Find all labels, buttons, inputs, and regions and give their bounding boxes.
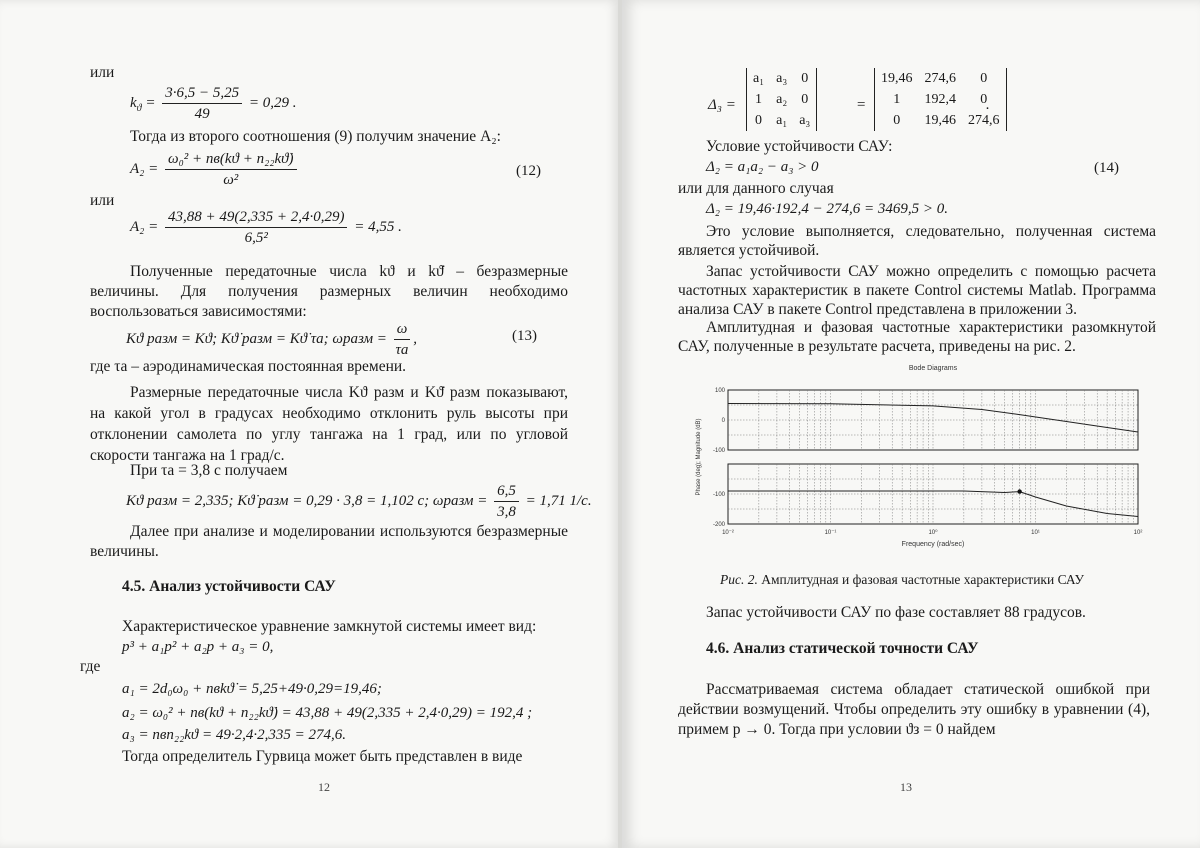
y-tick-label: -100 <box>712 448 725 454</box>
det-sym-cell: 1 <box>755 91 763 107</box>
det-sym-cell: a₁ <box>776 112 788 128</box>
para-further: Далее при анализе и моделировании используются безразмерные величины. <box>90 523 568 560</box>
det-num-cell: 0 <box>980 70 988 86</box>
bode-chart-svg <box>690 360 1150 570</box>
heading-4-5: 4.5. Анализ устойчивости САУ <box>122 578 336 595</box>
para-phase-margin: Запас устойчивости САУ по фазе составляет 88 градусов. <box>706 604 1086 621</box>
det-num-cell: 274,6 <box>968 112 1000 128</box>
det-num-cell: 19,46 <box>924 112 956 128</box>
para-characteristic: Характеристическое уравнение замкнутой системы имеет вид: <box>122 618 537 635</box>
det-num-cell: 0 <box>893 112 901 128</box>
eq-a2: a₂ = ω₀² + nв(kϑ + n₂₂kϑ̇) = 43,88 + 49(2,335 + 2,4·0,29) = 192,4 ; <box>122 705 533 721</box>
text-ili: или <box>90 64 115 81</box>
y-tick-label: -200 <box>712 522 725 528</box>
eq-k-theta: $k_ϑ$ = $\frac{3\cdot 6,5 - 5,25}{49}$ = 0,29 . <box>130 85 297 122</box>
det-num-cell: 274,6 <box>924 70 956 86</box>
eq-a2-num: 43,88 + 49(2,335 + 2,4·0,29) <box>165 208 347 228</box>
eq-13-tail: , <box>413 330 418 347</box>
eq-12 <box>130 150 300 189</box>
eq-det-end: . <box>986 97 990 113</box>
y-tick-label: 0 <box>721 418 725 424</box>
eq-k-theta-den: 49 <box>194 106 210 122</box>
x-tick-label: 10² <box>1133 530 1143 536</box>
para-tau-value: При τа = 3,8 с получаем <box>130 462 288 479</box>
text-ili-2: или <box>90 192 115 209</box>
eq-12-number: (12) <box>516 163 541 179</box>
det-sym-cell: 0 <box>801 91 809 107</box>
eq-12-num: ω₀² + nв(kϑ + n₂₂kϑ̇) <box>165 150 297 170</box>
eq-12-lhs: A₂ = <box>130 160 159 177</box>
eq-13 <box>126 320 417 359</box>
det-sym-cell: a₂ <box>776 91 788 107</box>
para-dimensional: Размерные передаточные числа Kϑ разм и Kϑ̇ разм показывают, на какой угол в градусах необходимо отклонить руль высоты при отклонении самолета по углу тангажа на 1 град, или по угловой скорости тангажа на 1 град/с. <box>90 384 568 464</box>
para-fulfilled: Это условие выполняется, следовательно, полученная система является устойчивой. <box>678 223 1156 259</box>
det-num-cell: 192,4 <box>924 91 956 107</box>
para-tau: где τа – аэродинамическая постоянная времени. <box>90 358 407 375</box>
x-axis-label: Frequency (rad/sec) <box>901 541 965 548</box>
para-static: Рассматриваемая система обладает статической ошибкой при действии возмущений. Чтобы определить эту ошибку в уравнении (4), примем p → 0. Тогда при условии ϑз = 0 найдем <box>678 681 1150 738</box>
det-sym-cell: 0 <box>755 112 763 128</box>
eq-14-number: (14) <box>1094 160 1119 176</box>
para-hurwitz: Тогда определитель Гурвица может быть представлен в виде <box>122 748 523 765</box>
eq-k-theta-lhs: k <box>130 94 137 111</box>
para-amplitude: Амплитудная и фазовая частотные характеристики разомкнутой САУ, полученные в результате расчета, приведены на рис. 2. <box>678 319 1156 355</box>
x-tick-label: 10⁻¹ <box>824 530 837 536</box>
det-num-cell: 0 <box>980 91 988 107</box>
eq-case: Δ₂ = 19,46·192,4 − 274,6 = 3469,5 > 0. <box>706 201 949 217</box>
eq-a2-den: 6,5² <box>244 230 268 246</box>
x-tick-label: 10⁰ <box>928 530 938 536</box>
heading-4-6: 4.6. Анализ статической точности САУ <box>706 640 979 657</box>
figure-caption-text: Амплитудная и фазовая частотные характеристики САУ <box>761 572 1085 587</box>
det-sym-cell: a₃ <box>776 70 788 86</box>
eq-a2-rhs: = 4,55 . <box>354 218 402 235</box>
y-tick-label: -100 <box>712 492 725 498</box>
page-number-left: 12 <box>318 780 330 794</box>
determinant-symbolic <box>746 68 817 131</box>
eq-a3: a₃ = nвn₂₂kϑ = 49·2,4·2,335 = 274,6. <box>122 727 347 743</box>
bode-chart <box>690 360 1150 570</box>
para-case: или для данного случая <box>678 180 834 197</box>
eq-12-den: ω² <box>223 172 239 188</box>
chart-title: Bode Diagrams <box>908 365 958 372</box>
eq-13-den: τа <box>395 342 409 358</box>
det-sym-cell: a₃ <box>799 112 811 128</box>
det-sym-cell: a₁ <box>753 70 765 86</box>
det-sym-cell: 0 <box>801 70 809 86</box>
y-axis-label: Phase (deg); Magnitude (dB) <box>696 418 702 496</box>
figure-caption <box>720 572 1084 588</box>
phase-margin-marker <box>1017 489 1021 493</box>
det-num-cell: 19,46 <box>881 70 913 86</box>
eq-14: Δ₂ = a₁a₂ − a₃ > 0 <box>706 159 819 175</box>
text-gde: где <box>80 658 101 675</box>
para-margin: Запас устойчивости САУ можно определить с помощью расчета частотных характеристик в пакете Control системы Matlab. Программа анализа САУ в пакете Control представлена в приложении 3. <box>678 263 1156 318</box>
eq-13-number: (13) <box>512 328 537 344</box>
eq-values-den: 3,8 <box>497 504 516 520</box>
para-transfer-ratios: Полученные передаточные числа kϑ и kϑ̇ – безразмерные величины. Для получения размерных величин необходимо воспользоваться зависимостями: <box>90 263 568 320</box>
eq-values-tail: = 1,71 1/с. <box>525 492 592 509</box>
para-a2: Тогда из второго соотношения (9) получим значение A₂: <box>130 128 501 145</box>
eq-characteristic: p³ + a₁p² + a₂p + a₃ = 0, <box>122 639 274 655</box>
det-num-cell: 1 <box>893 91 901 107</box>
eq-values-text: Kϑ разм = 2,335; Kϑ̇ разм = 0,29 · 3,8 = 1,102 с; ωразм = <box>126 492 488 509</box>
x-tick-label: 10⁻² <box>722 530 734 536</box>
page-number-right: 13 <box>900 780 912 794</box>
figure-caption-label: Рис. 2. <box>720 572 758 587</box>
eq-k-theta-rhs: = 0,29 . <box>248 94 297 111</box>
eq-det-equals: = <box>856 97 867 113</box>
eq-13-text: Kϑ разм = Kϑ; Kϑ̇ разм = Kϑ̇ τа; ωразм = <box>126 330 387 347</box>
eq-a1: a₁ = 2d₀ω₀ + nвkϑ̇ = 5,25+49·0,29=19,46; <box>122 681 382 697</box>
x-tick-label: 10¹ <box>1031 530 1040 536</box>
para-condition: Условие устойчивости САУ: <box>706 138 893 155</box>
eq-values <box>126 482 592 521</box>
eq-13-num: ω <box>394 320 411 340</box>
eq-delta3-label: Δ₃ = <box>708 97 736 113</box>
eq-values-num: 6,5 <box>494 482 519 502</box>
eq-a2-value <box>130 208 402 247</box>
y-tick-label: 100 <box>714 388 725 394</box>
eq-k-theta-num: 3·6,5 − 5,25 <box>162 84 242 104</box>
eq-a2-lhs: A₂ = <box>130 218 159 235</box>
